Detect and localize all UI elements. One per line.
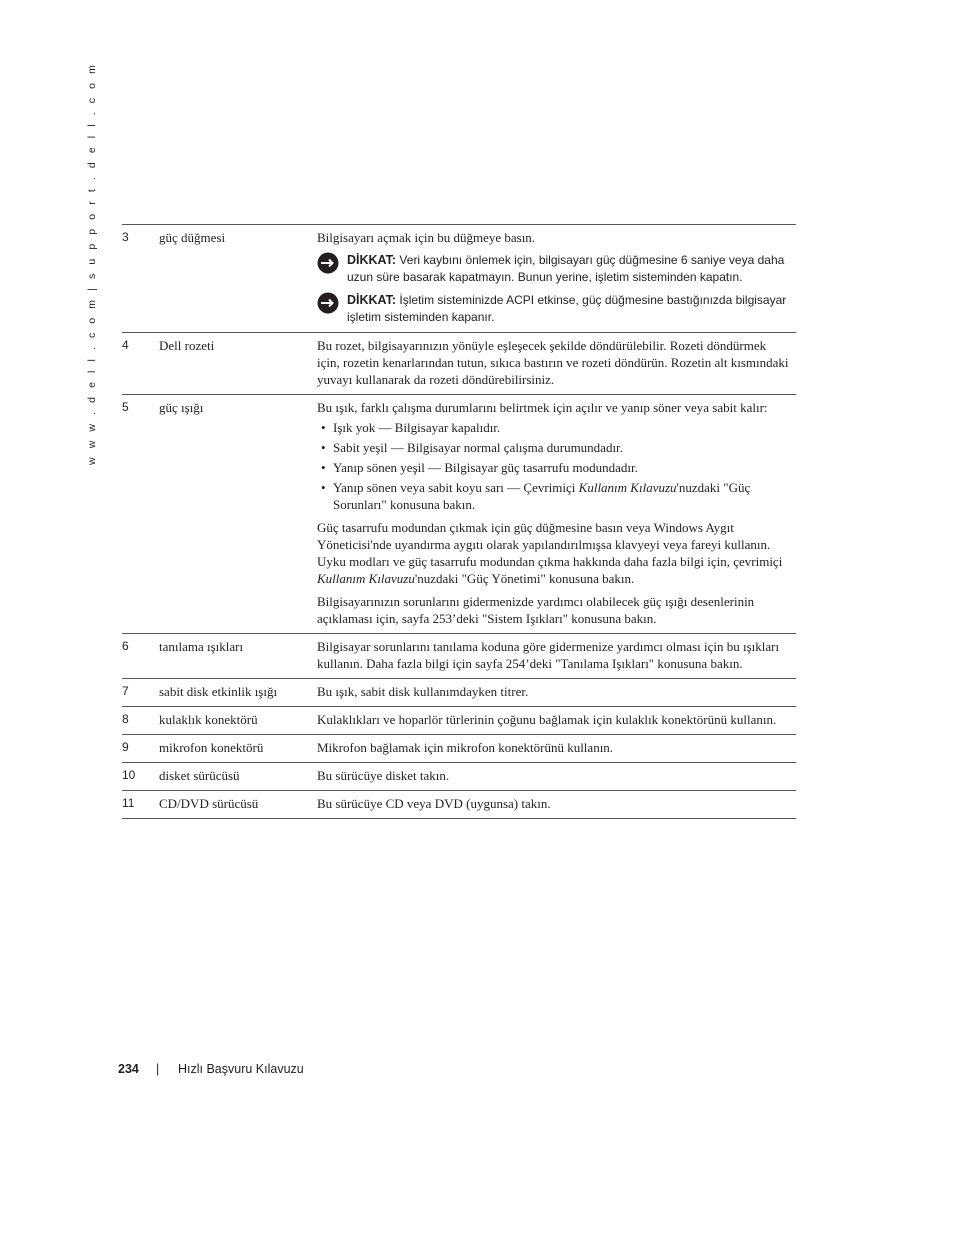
list-item bbox=[317, 479, 790, 513]
page-number: 234 bbox=[118, 1062, 139, 1076]
row-number: 11 bbox=[122, 791, 159, 819]
component-description: Bu rozet, bilgisayarınızın yönüyle eşleşecek şekilde döndürülebilir. Rozeti döndürmek için, rozetin kenarlarından tutun, sıkıca bastırın ve rozeti döndürün. Rozetin alt kısmındaki yuvayı kullanarak da rozeti döndürebilirsiniz. bbox=[317, 333, 796, 395]
text-segment: 'nuzdaki "Güç Yönetimi" konusuna bakın. bbox=[414, 571, 635, 586]
row-number: 4 bbox=[122, 333, 159, 395]
caution-icon bbox=[317, 252, 339, 274]
table-row bbox=[122, 707, 796, 735]
list-item: • Sabit yeşil — Bilgisayar normal çalışma durumundadır. bbox=[317, 439, 790, 456]
footer-separator: | bbox=[156, 1062, 160, 1076]
list-item: • Işık yok — Bilgisayar kapalıdır. bbox=[317, 419, 790, 436]
row-number: 5 bbox=[122, 395, 159, 634]
component-description: Mikrofon bağlamak için mikrofon konektörünü kullanın. bbox=[317, 735, 796, 763]
row-number: 10 bbox=[122, 763, 159, 791]
caution-icon bbox=[317, 292, 339, 314]
row-number: 6 bbox=[122, 634, 159, 679]
document-title: Hızlı Başvuru Kılavuzu bbox=[178, 1062, 304, 1076]
status-list bbox=[317, 419, 790, 513]
side-url: w w w . d e l l . c o m | s u p p o r t . d e l l . c o m bbox=[86, 62, 98, 465]
component-table bbox=[122, 224, 796, 819]
component-name: sabit disk etkinlik ışığı bbox=[159, 679, 317, 707]
description-text: Bu ışık, farklı çalışma durumlarını belirtmek için açılır ve yanıp söner veya sabit kalır: bbox=[317, 400, 768, 415]
component-description: Bu sürücüye disket takın. bbox=[317, 763, 796, 791]
table-row bbox=[122, 679, 796, 707]
component-description: Kulaklıkları ve hoparlör türlerinin çoğunu bağlamak için kulaklık konektörünü kullanın. bbox=[317, 707, 796, 735]
caution-label: DİKKAT: bbox=[347, 293, 397, 307]
text-segment: Güç tasarrufu modundan çıkmak için güç düğmesine basın veya Windows Aygıt Yöneticisi'nde uyandırma aygıtı olarak yapılandırılmışsa klavyeyi veya fareyi kullanın. Uyku modları ve güç tasarrufu modundan çıkma hakkında daha fazla bilgi için, çevrimiçi bbox=[317, 520, 783, 569]
component-name: güç düğmesi bbox=[159, 225, 317, 333]
table-row bbox=[122, 395, 796, 634]
guide-title: Kullanım Kılavuzu bbox=[578, 480, 677, 495]
component-name: CD/DVD sürücüsü bbox=[159, 791, 317, 819]
component-description bbox=[317, 395, 796, 634]
caution-label: DİKKAT: bbox=[347, 253, 397, 267]
table-row bbox=[122, 225, 796, 333]
row-number: 8 bbox=[122, 707, 159, 735]
caution-text: İşletim sisteminizde ACPI etkinse, güç düğmesine bastığınızda bilgisayar işletim sisteminden kapanır. bbox=[347, 293, 787, 324]
page-footer bbox=[118, 1062, 304, 1076]
component-description bbox=[317, 225, 796, 333]
description-text: Bilgisayarınızın sorunlarını gidermenizde yardımcı olabilecek güç ışığı desenlerinin açıklaması için, sayfa 253’deki "Sistem Işıkları" konusuna bakın. bbox=[317, 594, 755, 626]
component-name: Dell rozeti bbox=[159, 333, 317, 395]
description-text: Bilgisayarı açmak için bu düğmeye basın. bbox=[317, 230, 536, 245]
table-row bbox=[122, 634, 796, 679]
component-name: kulaklık konektörü bbox=[159, 707, 317, 735]
table-row bbox=[122, 735, 796, 763]
component-description: Bu ışık, sabit disk kullanımdayken titrer. bbox=[317, 679, 796, 707]
table-row bbox=[122, 791, 796, 819]
component-name: güç ışığı bbox=[159, 395, 317, 634]
caution-notice bbox=[317, 292, 790, 326]
component-description: Bilgisayar sorunlarını tanılama koduna göre gidermenize yardımcı olması için bu ışıkları kullanın. Daha fazla bilgi için sayfa 254’deki "Tanılama Işıkları" konusuna bakın. bbox=[317, 634, 796, 679]
row-number: 9 bbox=[122, 735, 159, 763]
table-row bbox=[122, 333, 796, 395]
row-number: 3 bbox=[122, 225, 159, 333]
table-row bbox=[122, 763, 796, 791]
list-item: • Yanıp sönen yeşil — Bilgisayar güç tasarrufu modundadır. bbox=[317, 459, 790, 476]
component-name: disket sürücüsü bbox=[159, 763, 317, 791]
caution-notice bbox=[317, 252, 790, 286]
guide-title: Kullanım Kılavuzu bbox=[317, 571, 415, 586]
component-name: mikrofon konektörü bbox=[159, 735, 317, 763]
row-number: 7 bbox=[122, 679, 159, 707]
description-text bbox=[317, 519, 790, 587]
text-segment: 'nuzdaki "Güç Sorunları" konusuna bakın. bbox=[333, 480, 751, 512]
text-segment: Yanıp sönen veya sabit koyu sarı — Çevrimiçi bbox=[333, 480, 579, 495]
caution-text: Veri kaybını önlemek için, bilgisayarı güç düğmesine 6 saniye veya daha uzun süre basarak kapatmayın. Bunun yerine, işletim sisteminden kapatın. bbox=[347, 253, 785, 284]
component-name: tanılama ışıkları bbox=[159, 634, 317, 679]
component-description: Bu sürücüye CD veya DVD (uygunsa) takın. bbox=[317, 791, 796, 819]
